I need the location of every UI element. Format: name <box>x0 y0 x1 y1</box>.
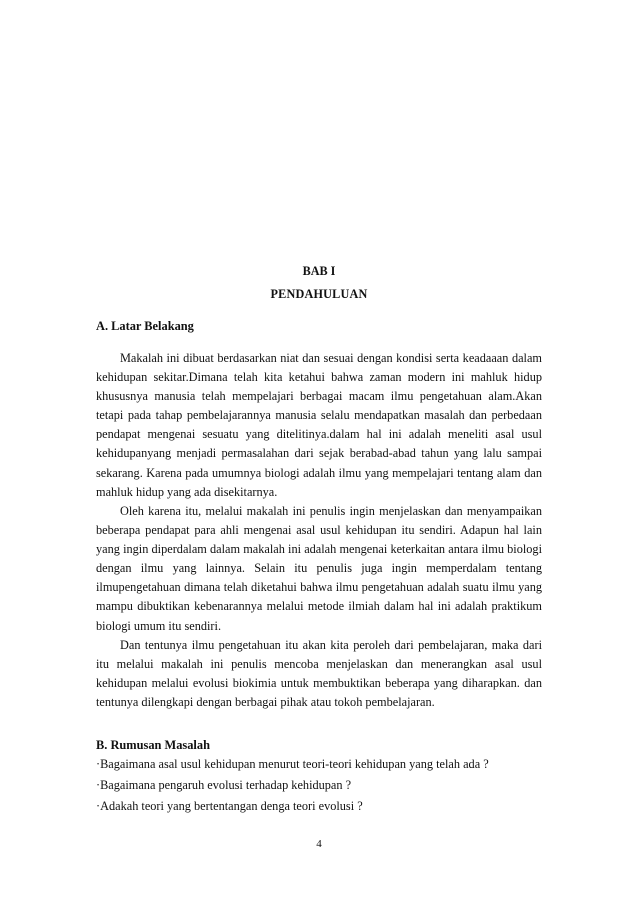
list-item: ·Adakah teori yang bertentangan denga teori evolusi ? <box>96 799 363 813</box>
paragraph-1: Makalah ini dibuat berdasarkan niat dan sesuai dengan kondisi serta keadaaan dalam kehidupan sekitar.Dimana telah kita ketahui bahwa zaman modern ini mahluk hidup khususnya manusia telah mempelajari berbagai macam ilmu pengetahuan alam.Akan tetapi pada tahap pembelajarannya manusia selalu mendapatkan masalah dan perbedaan pendapat mengenai sesuatu yang ditelitinya.dalam hal ini adalah meneliti asal usul kehidupanyang menjadi permasalahan dari sejak berabad-abad tahun yang lalu sampai sekarang. Karena pada umumnya biologi adalah ilmu yang mempelajari tentang alam dan mahluk hidup yang ada disekitarnya. <box>96 351 542 499</box>
section-b-heading: B. Rumusan Masalah <box>96 738 210 752</box>
list-item: ·Bagaimana asal usul kehidupan menurut teori-teori kehidupan yang telah ada ? <box>96 757 489 771</box>
paragraph-2: Oleh karena itu, melalui makalah ini penulis ingin menjelaskan dan menyampaikan beberapa pendapat para ahli mengenai asal usul kehidupan itu sendiri. Adapun hal lain yang ingin diperdalam dalam makalah ini adalah mengenai keterkaitan antara ilmu biologi dengan ilmu yang lainnya. Selain itu penulis juga ingin memperdalam tentang ilmupengetahuan dimana telah diketahui bahwa ilmu pengetahuan adalah suatu ilmu yang mampu dibuktikan kebenarannya melalui metode ilmiah dalam hal ini adalah praktikum biologi umum itu sendiri. <box>96 504 542 633</box>
chapter-label: BAB I <box>302 264 336 278</box>
page-number: 4 <box>316 838 322 850</box>
problem-list <box>96 754 489 817</box>
chapter-title: PENDAHULUAN <box>270 287 368 301</box>
paragraph-3: Dan tentunya ilmu pengetahuan itu akan kita peroleh dari pembelajaran, maka dari itu melalui makalah ini penulis mencoba menjelaskan dan menerangkan asal usul kehidupan melalui evolusi biokimia untuk membuktikan beberapa yang diharapkan. dan tentunya dilengkapi dengan berbagai pihak atau tokoh pembelajaran. <box>96 638 542 710</box>
section-a-heading: A. Latar Belakang <box>96 319 194 333</box>
list-item: ·Bagaimana pengaruh evolusi terhadap kehidupan ? <box>96 778 352 792</box>
